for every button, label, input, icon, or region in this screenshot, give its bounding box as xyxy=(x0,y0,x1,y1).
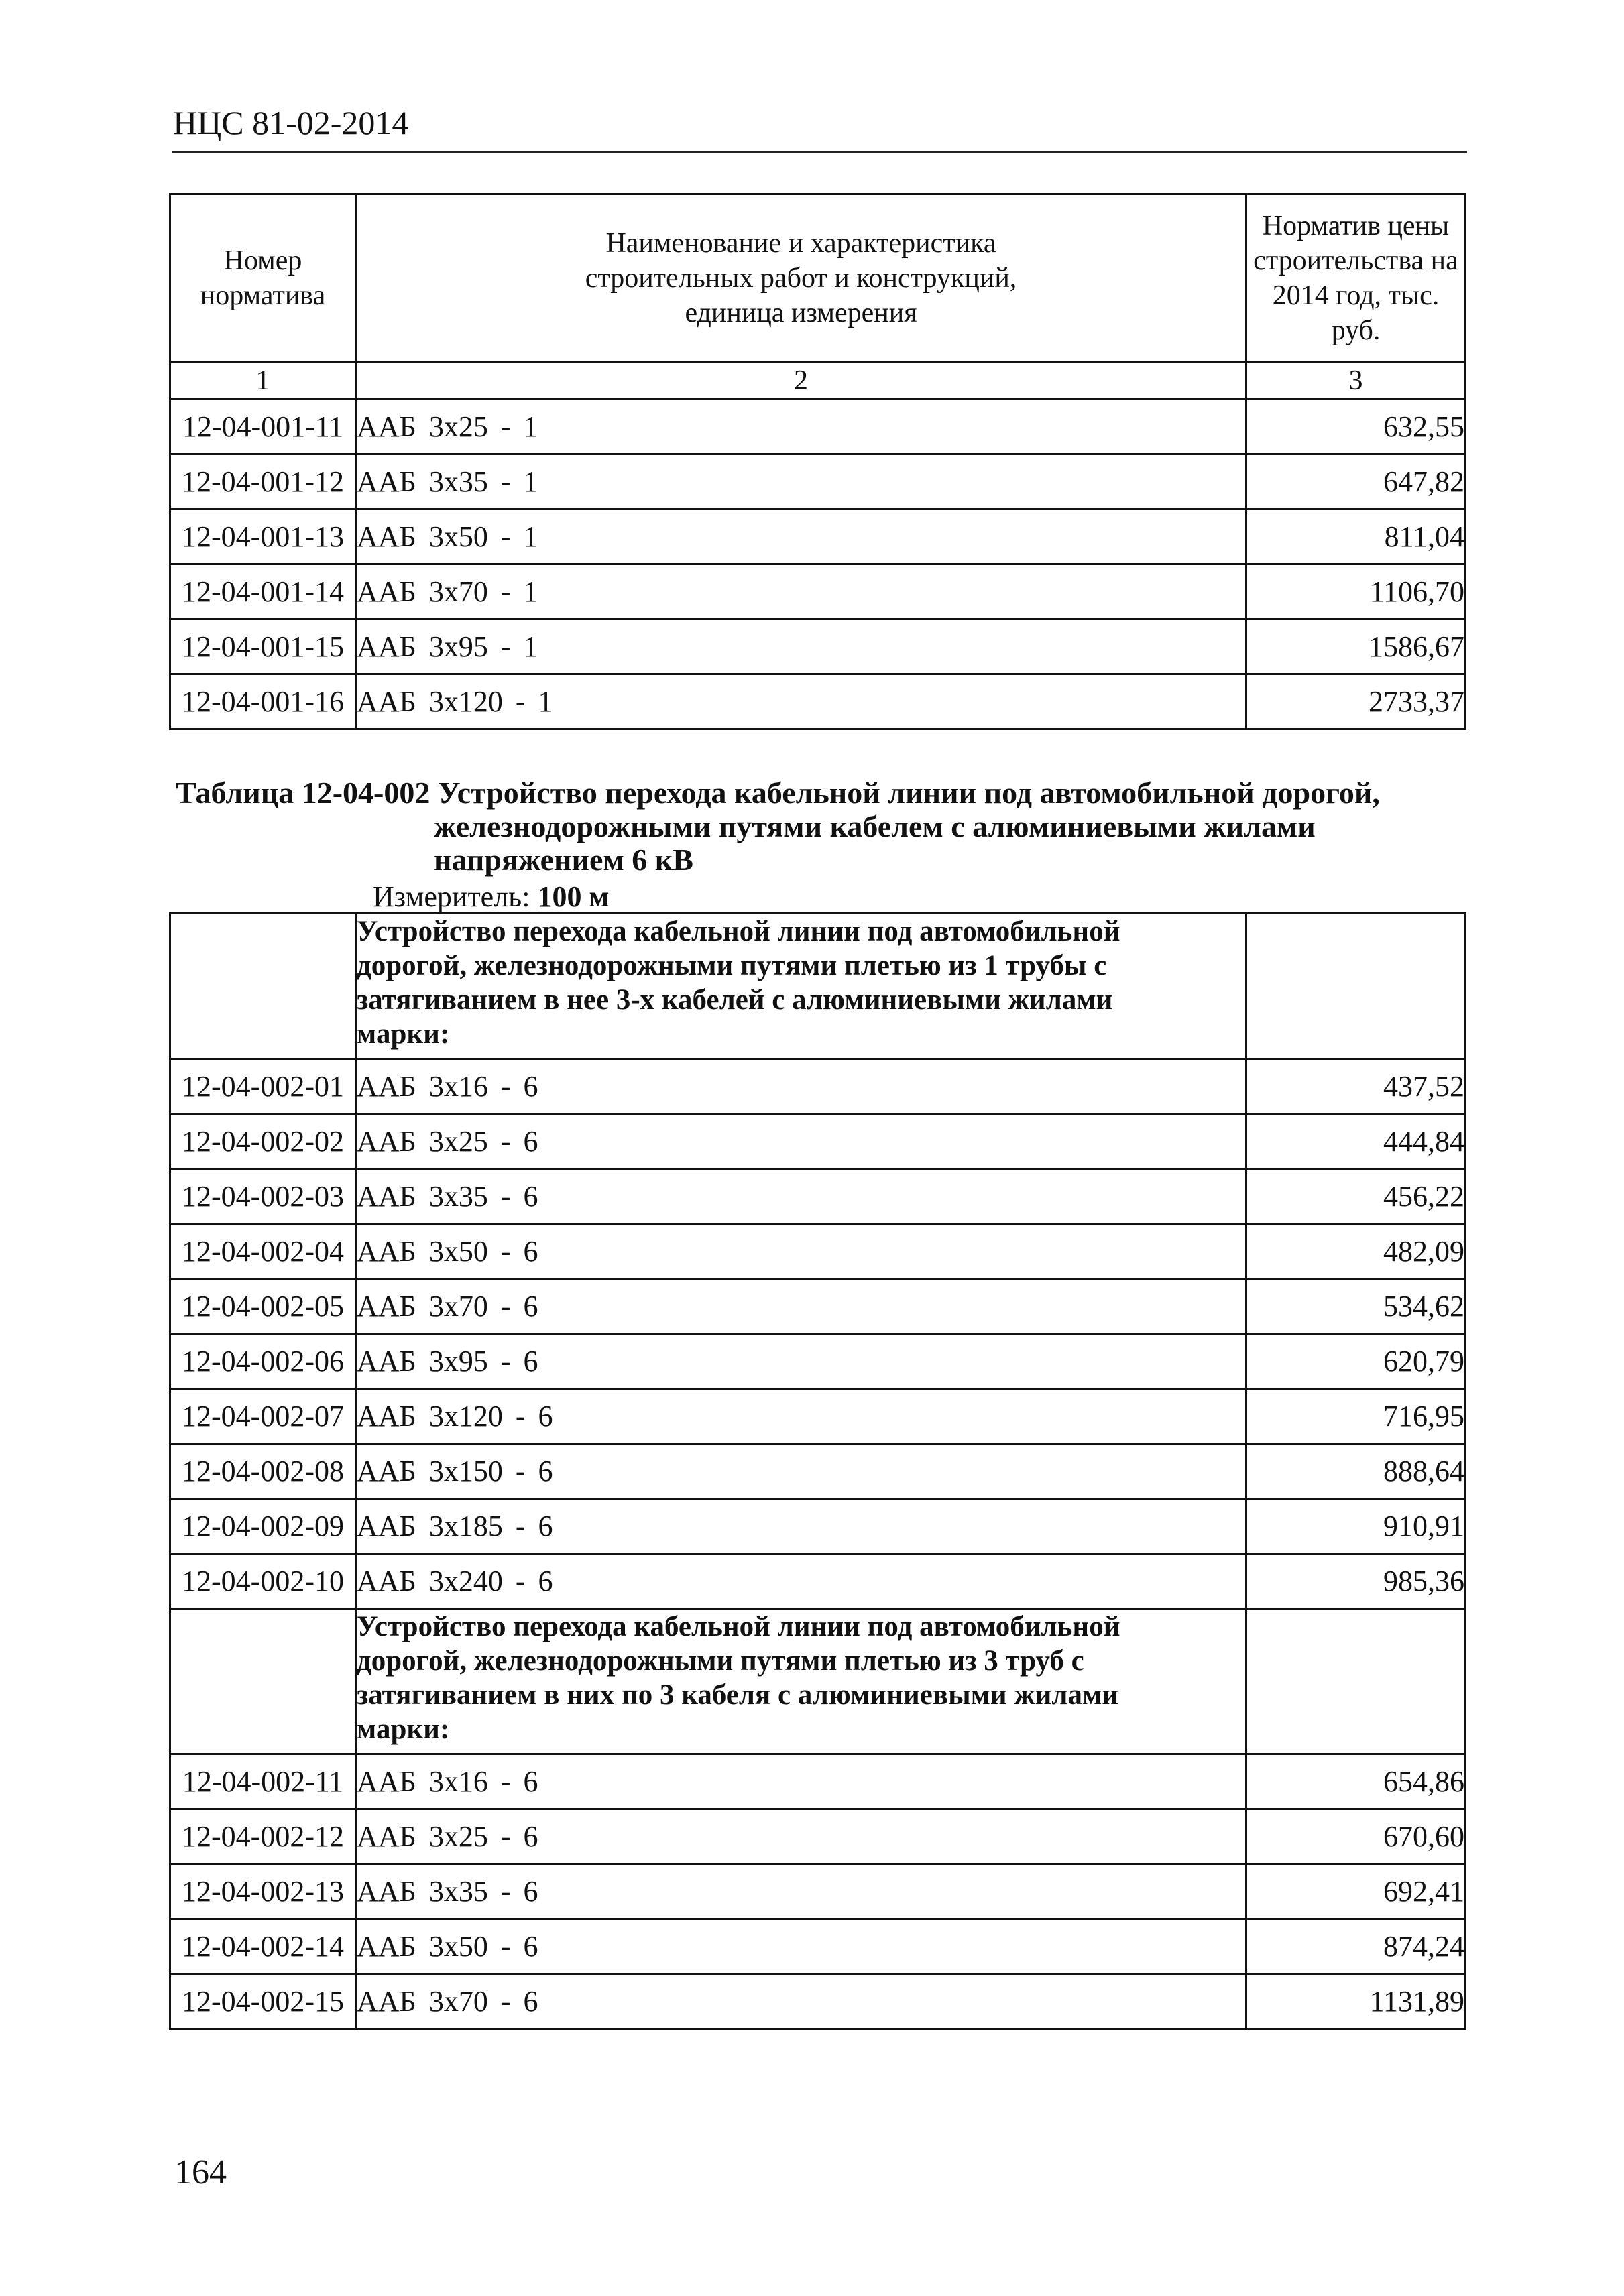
document-code: НЦС 81-02-2014 xyxy=(173,104,409,141)
table-header-row xyxy=(170,194,1466,363)
norm-code: 12-04-001-15 xyxy=(170,619,356,674)
norm-name: ААБ 3х240 - 6 xyxy=(356,1554,1246,1609)
norm-price: 620,79 xyxy=(1246,1334,1466,1389)
norm-name: ААБ 3х185 - 6 xyxy=(356,1499,1246,1554)
norm-price: 716,95 xyxy=(1246,1389,1466,1444)
norm-price: 654,86 xyxy=(1246,1754,1466,1809)
group-header-row xyxy=(170,1609,1466,1754)
norm-code: 12-04-002-01 xyxy=(170,1059,356,1114)
table-row xyxy=(170,1224,1466,1279)
norm-name: ААБ 3х70 - 1 xyxy=(356,564,1246,619)
norm-code: 12-04-001-14 xyxy=(170,564,356,619)
column-number-2: 2 xyxy=(356,363,1246,400)
norm-price: 910,91 xyxy=(1246,1499,1466,1554)
table-row xyxy=(170,400,1466,455)
norm-price: 2733,37 xyxy=(1246,674,1466,729)
norm-name: ААБ 3х16 - 6 xyxy=(356,1754,1246,1809)
group-line: Устройство перехода кабельной линии под автомобильной xyxy=(357,1611,1120,1642)
norm-name: ААБ 3х150 - 6 xyxy=(356,1444,1246,1499)
group-line: дорогой, железнодорожными путями плетью из 1 трубы с xyxy=(357,950,1107,981)
group-line: Устройство перехода кабельной линии под автомобильной xyxy=(357,916,1120,947)
column-header-code: Номер норматива xyxy=(170,194,356,363)
norm-name: ААБ 3х25 - 1 xyxy=(356,400,1246,455)
group-description xyxy=(356,1609,1246,1754)
group-price-cell xyxy=(1246,1609,1466,1754)
table-row xyxy=(170,1554,1466,1609)
header-rule xyxy=(172,151,1467,153)
norm-code: 12-04-002-09 xyxy=(170,1499,356,1554)
table-row xyxy=(170,1389,1466,1444)
norm-code: 12-04-002-12 xyxy=(170,1809,356,1864)
norm-name: ААБ 3х50 - 1 xyxy=(356,509,1246,564)
norm-code: 12-04-002-15 xyxy=(170,1974,356,2029)
table-row xyxy=(170,455,1466,509)
norm-name: ААБ 3х120 - 1 xyxy=(356,674,1246,729)
group-line: дорогой, железнодорожными путями плетью из 3 труб с xyxy=(357,1645,1084,1677)
norm-code: 12-04-002-05 xyxy=(170,1279,356,1334)
table-row xyxy=(170,1114,1466,1169)
group-line: марки: xyxy=(357,1713,450,1745)
norm-price: 670,60 xyxy=(1246,1809,1466,1864)
table-row xyxy=(170,1334,1466,1389)
table-row xyxy=(170,564,1466,619)
norm-code: 12-04-002-11 xyxy=(170,1754,356,1809)
norm-name: ААБ 3х70 - 6 xyxy=(356,1279,1246,1334)
norm-price: 437,52 xyxy=(1246,1059,1466,1114)
norm-name: ААБ 3х35 - 1 xyxy=(356,455,1246,509)
norm-price: 444,84 xyxy=(1246,1114,1466,1169)
norm-code: 12-04-001-12 xyxy=(170,455,356,509)
norm-name: ААБ 3х95 - 1 xyxy=(356,619,1246,674)
norm-name: ААБ 3х50 - 6 xyxy=(356,1224,1246,1279)
norm-name: ААБ 3х16 - 6 xyxy=(356,1059,1246,1114)
norm-code: 12-04-002-08 xyxy=(170,1444,356,1499)
norm-price: 811,04 xyxy=(1246,509,1466,564)
table-row xyxy=(170,509,1466,564)
meter-label: Измеритель: xyxy=(373,880,530,913)
norm-name: ААБ 3х25 - 6 xyxy=(356,1809,1246,1864)
table-title-line-3: напряжением 6 кВ xyxy=(434,843,693,877)
norm-price: 534,62 xyxy=(1246,1279,1466,1334)
norm-table-2 xyxy=(169,912,1466,2030)
norm-price: 1131,89 xyxy=(1246,1974,1466,2029)
norm-code: 12-04-002-04 xyxy=(170,1224,356,1279)
norm-name: ААБ 3х35 - 6 xyxy=(356,1864,1246,1919)
norm-code: 12-04-002-02 xyxy=(170,1114,356,1169)
group-line: марки: xyxy=(357,1018,450,1050)
norm-code: 12-04-002-14 xyxy=(170,1919,356,1974)
column-number-3: 3 xyxy=(1246,363,1466,400)
column-number-1: 1 xyxy=(170,363,356,400)
norm-name: ААБ 3х70 - 6 xyxy=(356,1974,1246,2029)
norm-price: 456,22 xyxy=(1246,1169,1466,1224)
group-header-row xyxy=(170,914,1466,1059)
norm-price: 1106,70 xyxy=(1246,564,1466,619)
group-price-cell xyxy=(1246,914,1466,1059)
norm-price: 888,64 xyxy=(1246,1444,1466,1499)
table-row xyxy=(170,1059,1466,1114)
norm-price: 692,41 xyxy=(1246,1864,1466,1919)
norm-code: 12-04-001-11 xyxy=(170,400,356,455)
norm-name: ААБ 3х120 - 6 xyxy=(356,1389,1246,1444)
meter-unit xyxy=(373,882,609,912)
norm-code: 12-04-001-13 xyxy=(170,509,356,564)
norm-code: 12-04-002-06 xyxy=(170,1334,356,1389)
norm-price: 647,82 xyxy=(1246,455,1466,509)
norm-table-1 xyxy=(169,193,1466,730)
group-line: затягиванием в нее 3-х кабелей с алюминиевыми жилами xyxy=(357,984,1113,1016)
group-code-cell xyxy=(170,1609,356,1754)
norm-price: 1586,67 xyxy=(1246,619,1466,674)
norm-code: 12-04-002-03 xyxy=(170,1169,356,1224)
table-row xyxy=(170,1754,1466,1809)
norm-price: 482,09 xyxy=(1246,1224,1466,1279)
page-number: 164 xyxy=(174,2153,227,2191)
group-description xyxy=(356,914,1246,1059)
table-row xyxy=(170,1864,1466,1919)
table-row xyxy=(170,1499,1466,1554)
norm-name: ААБ 3х50 - 6 xyxy=(356,1919,1246,1974)
group-code-cell xyxy=(170,914,356,1059)
group-line: затягиванием в них по 3 кабеля с алюминиевыми жилами xyxy=(357,1679,1119,1711)
norm-price: 985,36 xyxy=(1246,1554,1466,1609)
table-row xyxy=(170,619,1466,674)
norm-code: 12-04-001-16 xyxy=(170,674,356,729)
norm-code: 12-04-002-07 xyxy=(170,1389,356,1444)
norm-price: 874,24 xyxy=(1246,1919,1466,1974)
norm-name: ААБ 3х95 - 6 xyxy=(356,1334,1246,1389)
table-row xyxy=(170,1169,1466,1224)
table-row xyxy=(170,1444,1466,1499)
column-header-name: Наименование и характеристика строительных работ и конструкций, единица измерения xyxy=(356,194,1246,363)
norm-name: ААБ 3х25 - 6 xyxy=(356,1114,1246,1169)
table-row xyxy=(170,1279,1466,1334)
table-title xyxy=(176,776,1450,877)
column-header-price: Норматив цены строительства на 2014 год, тыс. руб. xyxy=(1246,194,1466,363)
norm-name: ААБ 3х35 - 6 xyxy=(356,1169,1246,1224)
table-row xyxy=(170,674,1466,729)
norm-price: 632,55 xyxy=(1246,400,1466,455)
norm-code: 12-04-002-10 xyxy=(170,1554,356,1609)
table-row xyxy=(170,1974,1466,2029)
table-title-line-1: Таблица 12-04-002 Устройство перехода кабельной линии под автомобильной дорогой, xyxy=(176,776,1380,810)
norm-code: 12-04-002-13 xyxy=(170,1864,356,1919)
table-row xyxy=(170,1919,1466,1974)
table-row xyxy=(170,1809,1466,1864)
column-number-row xyxy=(170,363,1466,400)
table-title-line-2: железнодорожными путями кабелем с алюминиевыми жилами xyxy=(434,809,1316,843)
meter-value: 100 м xyxy=(537,880,610,913)
